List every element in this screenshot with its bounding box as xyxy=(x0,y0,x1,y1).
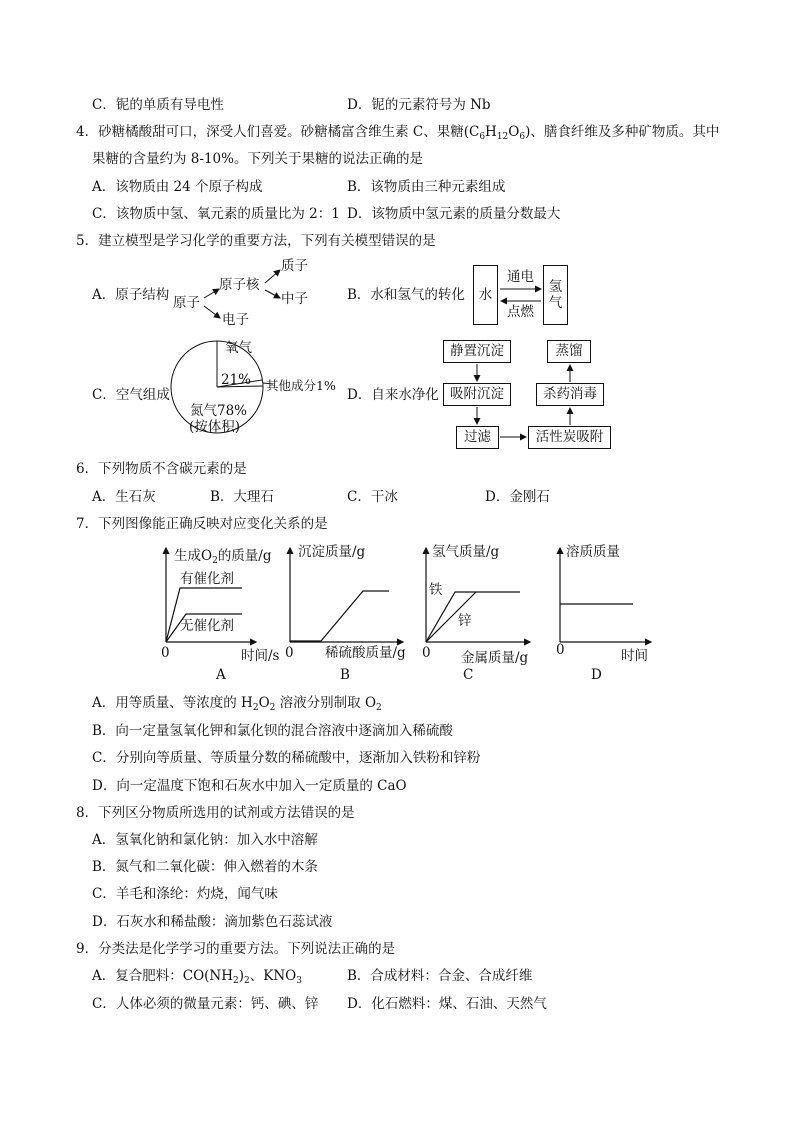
chart-c-ylabel: 氢气质量/g xyxy=(432,544,500,560)
q5-c-label: C．空气组成 xyxy=(92,387,170,403)
chart-c-origin: 0 xyxy=(422,645,431,661)
chart-c-series2: 锌 xyxy=(458,613,472,629)
q3-option-d: D．铌的元素符号为 Nb xyxy=(347,97,491,113)
q9-stem: 9．分类法是化学学习的重要方法。下列说法正确的是 xyxy=(76,941,396,957)
q8-option-a: A．氢氧化钠和氯化钠：加入水中溶解 xyxy=(92,832,318,848)
atom-label: 原子 xyxy=(173,295,200,311)
chart-a-series2: 无催化剂 xyxy=(180,618,234,634)
q3-option-c: C．铌的单质有导电性 xyxy=(92,97,224,113)
oxygen-percent: 21% xyxy=(221,372,252,388)
q5-stem: 5．建立模型是学习化学的重要方法，下列有关模型错误的是 xyxy=(76,233,436,249)
q6-option-d: D．金刚石 xyxy=(485,489,550,505)
electrolysis-label: 通电 xyxy=(507,269,534,285)
chart-c-tag: C xyxy=(463,667,474,683)
chart-b-origin: 0 xyxy=(285,645,294,661)
chart-b-tag: B xyxy=(340,667,350,683)
electron-label: 电子 xyxy=(222,312,249,328)
chart-d-xlabel: 时间 xyxy=(621,648,648,664)
q9-option-d: D．化石燃料：煤、石油、天然气 xyxy=(347,996,547,1012)
step-disinfection: 杀药消毒 xyxy=(536,383,604,406)
q4-option-b: B．该物质由三种元素组成 xyxy=(347,179,506,195)
q7-option-a: A．用等质量、等浓度的 $H_2O_2$ 溶液分别制取 $O_2$ xyxy=(92,695,382,713)
ignite-label: 点燃 xyxy=(507,304,534,320)
chart-c-xlabel: 金属质量/g xyxy=(461,650,529,666)
chart-a-tag: A xyxy=(216,667,226,683)
q7-stem: 7．下列图像能正确反映对应变化关系的是 xyxy=(76,516,328,532)
chart-d-tag: D xyxy=(591,667,602,683)
q4-stem-line1: 4．砂糖橘酸甜可口，深受人们喜爱。砂糖橘富含维生素 C、果糖$(C_6H_{12}O_6)$、膳食纤维及多种矿物质。其中 xyxy=(76,124,720,142)
chart-a-ylabel: 生成$O_2$的质量/g xyxy=(174,548,272,566)
chart-d-origin: 0 xyxy=(556,642,565,658)
chart-a-xlabel: 时间/s xyxy=(241,648,280,664)
q7-option-b: B．向一定量氢氧化钾和氯化钡的混合溶液中逐滴加入稀硫酸 xyxy=(92,723,453,739)
q5-d-label: D．自来水净化 xyxy=(347,387,439,403)
hydrogen-box: 氢气 xyxy=(543,265,568,325)
q9-option-a: A．复合肥料：$CO(NH_2)_2$、$KNO_3$ xyxy=(92,968,302,986)
step-sedimentation: 静置沉淀 xyxy=(443,340,511,363)
neutron-label: 中子 xyxy=(281,291,308,307)
chart-a-series1: 有催化剂 xyxy=(180,571,234,587)
q5-b-label: B．水和氢气的转化 xyxy=(347,287,465,303)
step-distillation: 蒸馏 xyxy=(547,340,591,363)
other-label: 其他成分1% xyxy=(266,378,336,393)
q8-option-c: C．羊毛和涤纶：灼烧，闻气味 xyxy=(92,886,278,902)
q8-option-b: B．氮气和二氧化碳：伸入燃着的木条 xyxy=(92,859,318,875)
chart-c-iron-line xyxy=(426,592,520,642)
q4-option-c: C．该物质中氢、氧元素的质量比为 2：1 xyxy=(92,206,340,222)
nitrogen-label: 氮气78% xyxy=(190,403,248,419)
nucleus-label: 原子核 xyxy=(219,277,260,293)
proton-label: 质子 xyxy=(281,258,308,274)
oxygen-label: 氧气 xyxy=(225,340,252,356)
step-carbon-adsorption: 活性炭吸附 xyxy=(528,426,611,449)
chart-d-ylabel: 溶质质量 xyxy=(566,544,620,560)
chart-b-line xyxy=(290,591,389,641)
q8-stem: 8．下列区分物质所选用的试剂或方法错误的是 xyxy=(76,805,355,821)
chart-c-series1: 铁 xyxy=(429,582,443,598)
q6-stem: 6．下列物质不含碳元素的是 xyxy=(76,461,247,477)
chart-b-ylabel: 沉淀质量/g xyxy=(298,544,366,560)
q7-option-c: C．分别向等质量、等质量分数的稀硫酸中，逐渐加入铁粉和锌粉 xyxy=(92,750,481,766)
q7-option-d: D．向一定温度下饱和石灰水中加入一定质量的 CaO xyxy=(92,778,407,794)
chart-b-xlabel: 稀硫酸质量/g xyxy=(325,645,406,661)
q4-option-a: A．该物质由 24 个原子构成 xyxy=(92,179,263,195)
q8-option-d: D．石灰水和稀盐酸：滴加紫色石蕊试液 xyxy=(92,914,333,930)
step-adsorption-sedimentation: 吸附沉淀 xyxy=(443,383,511,406)
chart-a-origin: 0 xyxy=(161,645,170,661)
q6-option-c: C．干冰 xyxy=(347,489,398,505)
q4-option-d: D．该物质中氢元素的质量分数最大 xyxy=(347,206,561,222)
q6-option-a: A．生石灰 xyxy=(92,489,156,505)
by-volume-label: (按体积) xyxy=(189,419,241,435)
q6-option-b: B．大理石 xyxy=(210,489,274,505)
water-box: 水 xyxy=(473,265,498,325)
q5-a-label: A．原子结构 xyxy=(92,287,170,303)
q9-option-b: B．合成材料：合金、合成纤维 xyxy=(347,968,533,984)
q9-option-c: C．人体必须的微量元素：钙、碘、锌 xyxy=(92,996,319,1012)
step-filtration: 过滤 xyxy=(456,426,499,449)
q4-stem-line2: 果糖的含量约为 8-10%。下列关于果糖的说法正确的是 xyxy=(92,151,423,167)
